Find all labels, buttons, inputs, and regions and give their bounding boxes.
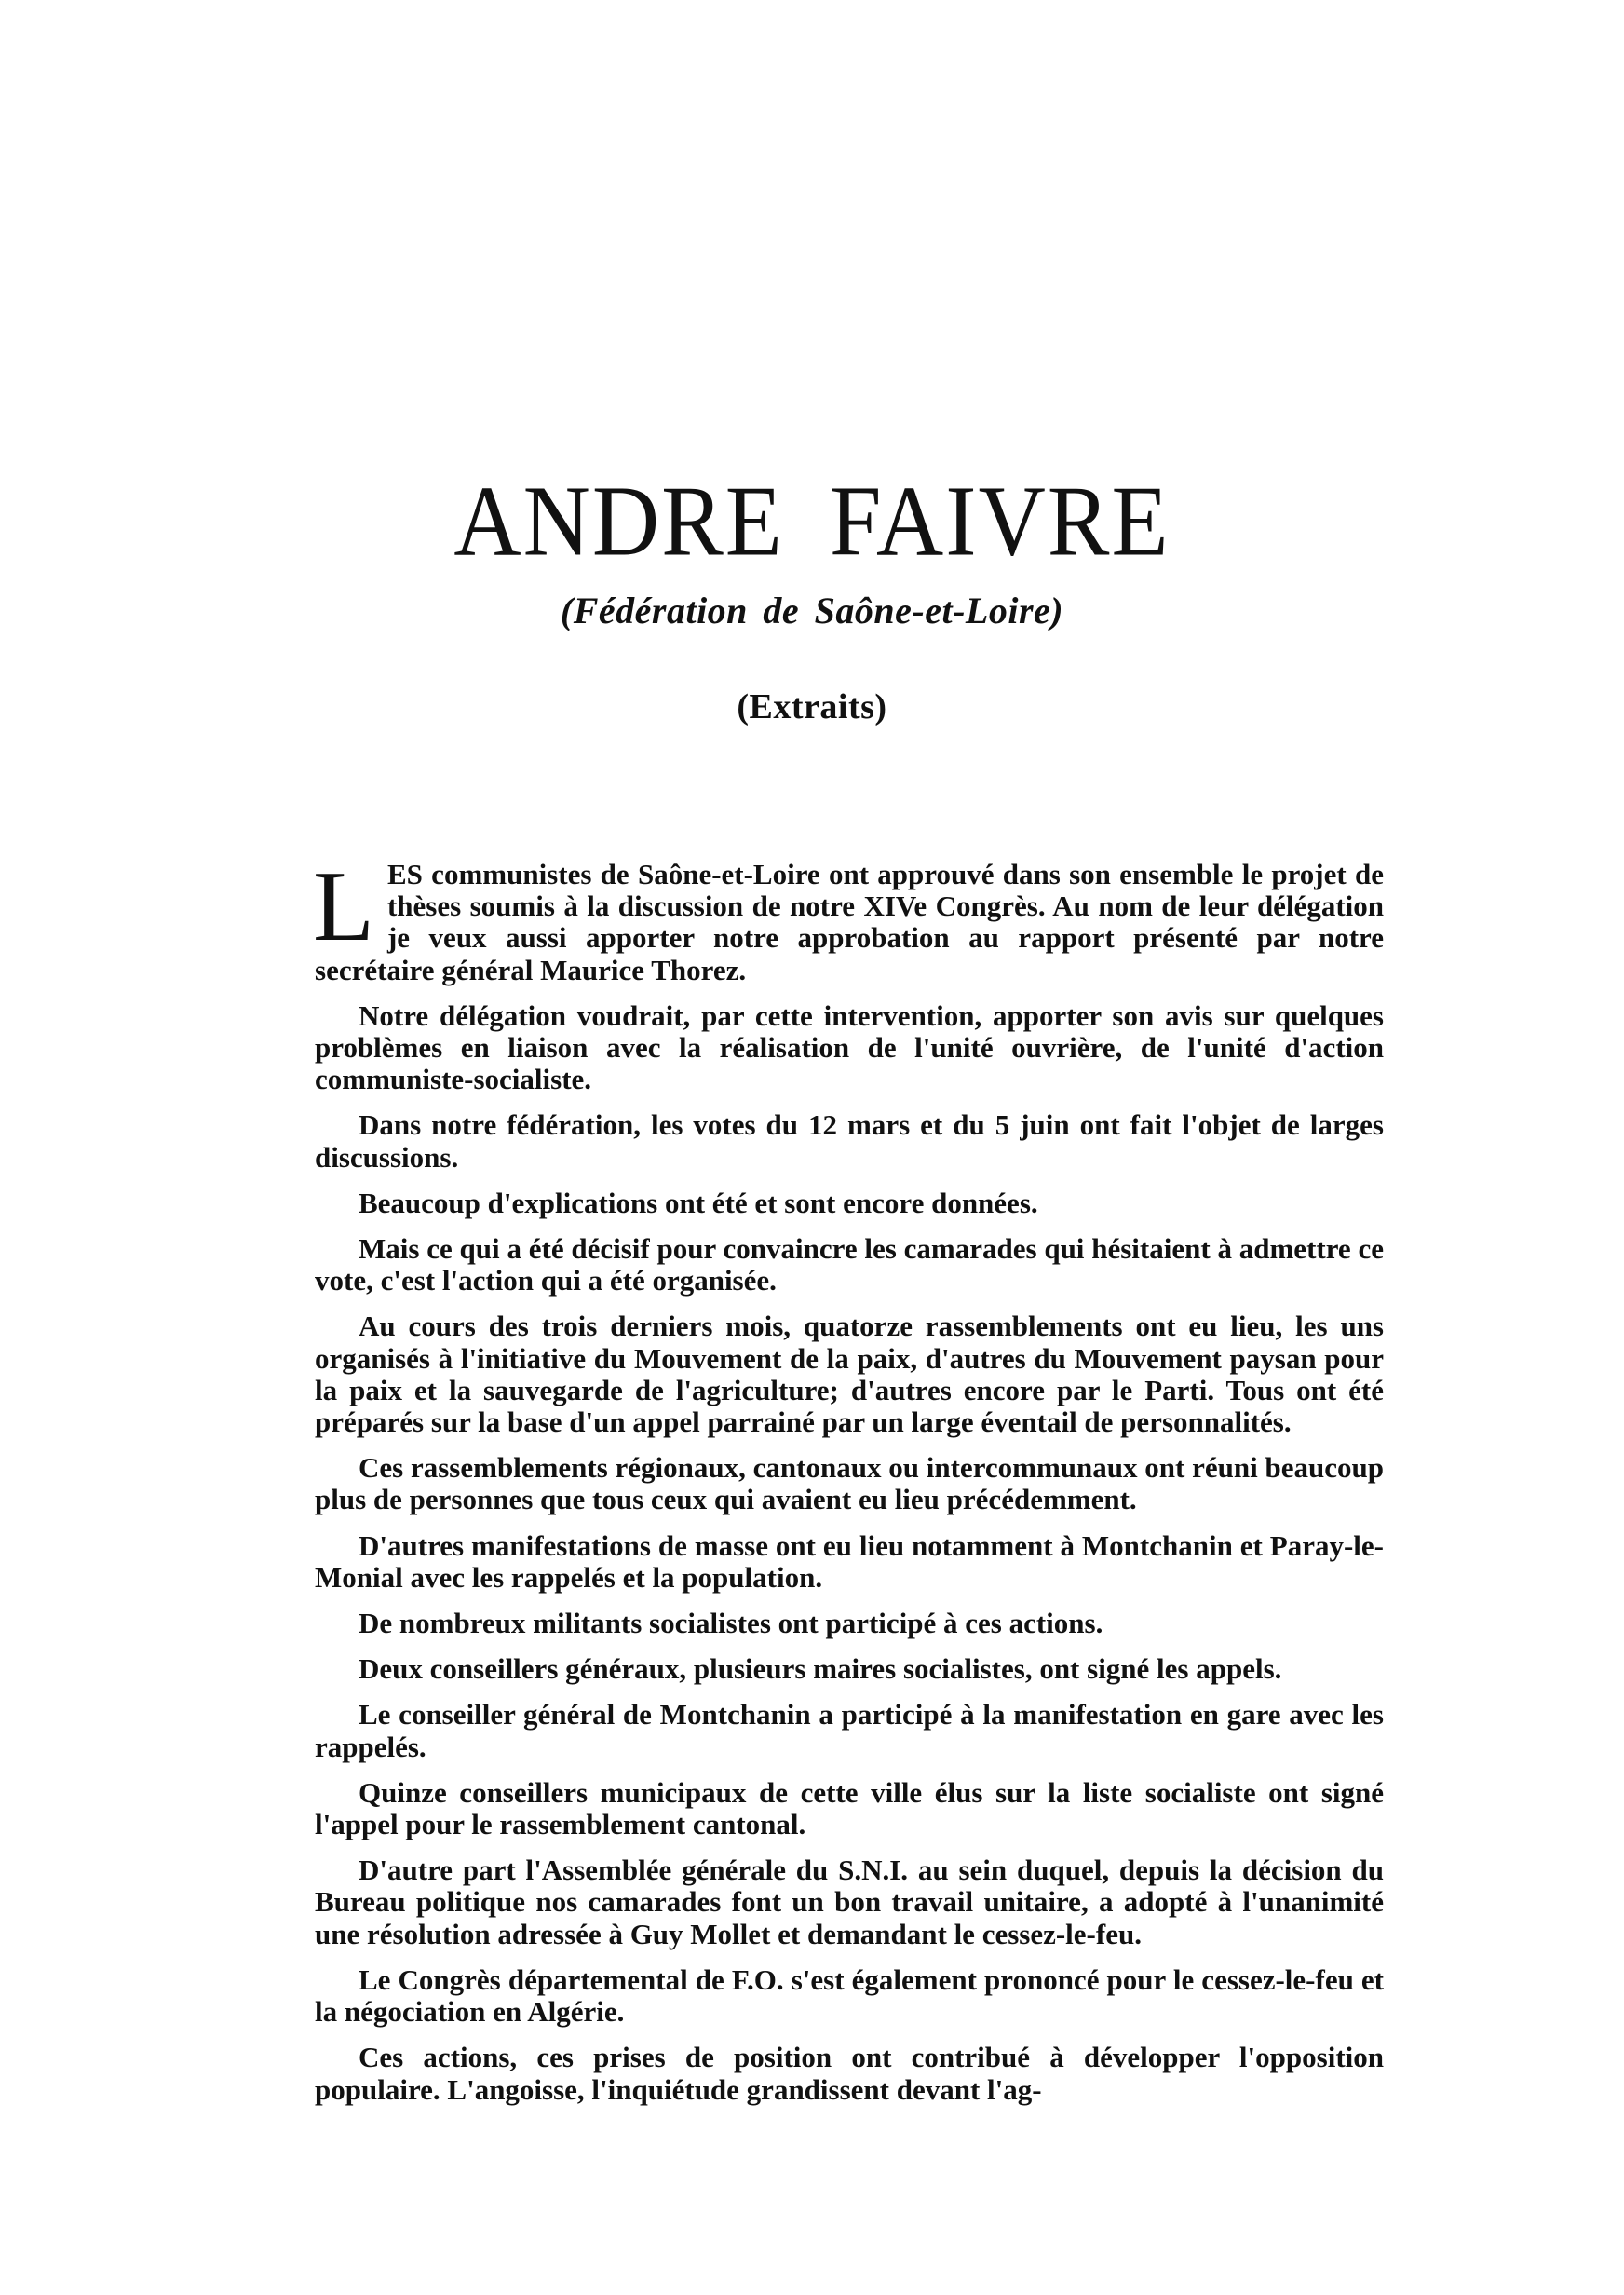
- page-title: ANDRE FAIVRE: [453, 465, 1171, 577]
- extracts-note: (Extraits): [737, 687, 887, 727]
- paragraph: D'autres manifestations de masse ont eu lieu notamment à Montchanin et Paray-le-Monial avec les rappelés et la population.: [315, 1528, 1384, 1594]
- paragraph: Le Congrès départemental de F.O. s'est également prononcé pour le cessez-le-feu et la négociation en Algérie.: [315, 1962, 1384, 2029]
- article-body: [313, 851, 1384, 2120]
- paragraph: Notre délégation voudrait, par cette intervention, apporter son avis sur quelques problèmes en liaison avec la réalisation de l'unité ouvrière, de l'unité d'action communiste-socialiste.: [315, 998, 1384, 1096]
- paragraph: Le conseiller général de Montchanin a participé à la manifestation en gare avec les rappelés.: [315, 1698, 1384, 1763]
- paragraph: Mais ce qui a été décisif pour convaincre les camarades qui hésitaient à admettre ce vote, c'est l'action qui a été organisée.: [315, 1232, 1384, 1297]
- paragraph: Dans notre fédération, les votes du 12 mars et du 5 juin ont fait l'objet de larges discussions.: [315, 1108, 1384, 1174]
- paragraph: De nombreux militants socialistes ont participé à ces actions.: [359, 1607, 1103, 1640]
- paragraph: Ces rassemblements régionaux, cantonaux ou intercommunaux ont réuni beaucoup plus de personnes que tous ceux qui avaient eu lieu précédemment.: [315, 1451, 1384, 1516]
- paragraph: Beaucoup d'explications ont été et sont encore données.: [359, 1186, 1038, 1219]
- page-subtitle: (Fédération de Saône-et-Loire): [560, 590, 1064, 631]
- paragraph: [313, 851, 1384, 986]
- paragraph: Quinze conseillers municipaux de cette ville élus sur la liste socialiste ont signé l'appel pour le rassemblement cantonal.: [315, 1775, 1384, 1841]
- paragraph: Ces actions, ces prises de position ont contribué à développer l'opposition populaire. L'angoisse, l'inquiétude grandissent devant l'ag-: [315, 2041, 1384, 2106]
- paragraph: D'autre part l'Assemblée générale du S.N.I. au sein duquel, depuis la décision du Bureau politique nos camarades font un bon travail unitaire, a adopté à l'unanimité une résolution adressée à Guy Mollet et demandant le cessez-le-feu.: [315, 1854, 1384, 1950]
- paragraph-text: ES communistes de Saône-et-Loire ont approuvé dans son ensemble le projet de thèses soumis à la discussion de notre XIVe Congrès. Au nom de leur délégation je veux aussi apporter notre approbation au rapport présenté par notre secrétaire général Maurice Thorez.: [315, 858, 1384, 986]
- paragraph: Au cours des trois derniers mois, quatorze rassemblements ont eu lieu, les uns organisés à l'initiative du Mouvement de la paix, d'autres du Mouvement paysan pour la paix et la sauvegarde de l'agriculture; d'autres encore par le Parti. Tous ont été préparés sur la base d'un appel parrainé par un large éventail de personnalités.: [315, 1310, 1384, 1439]
- paragraph: Deux conseillers généraux, plusieurs maires socialistes, ont signé les appels.: [359, 1652, 1282, 1686]
- drop-cap: L: [313, 851, 374, 962]
